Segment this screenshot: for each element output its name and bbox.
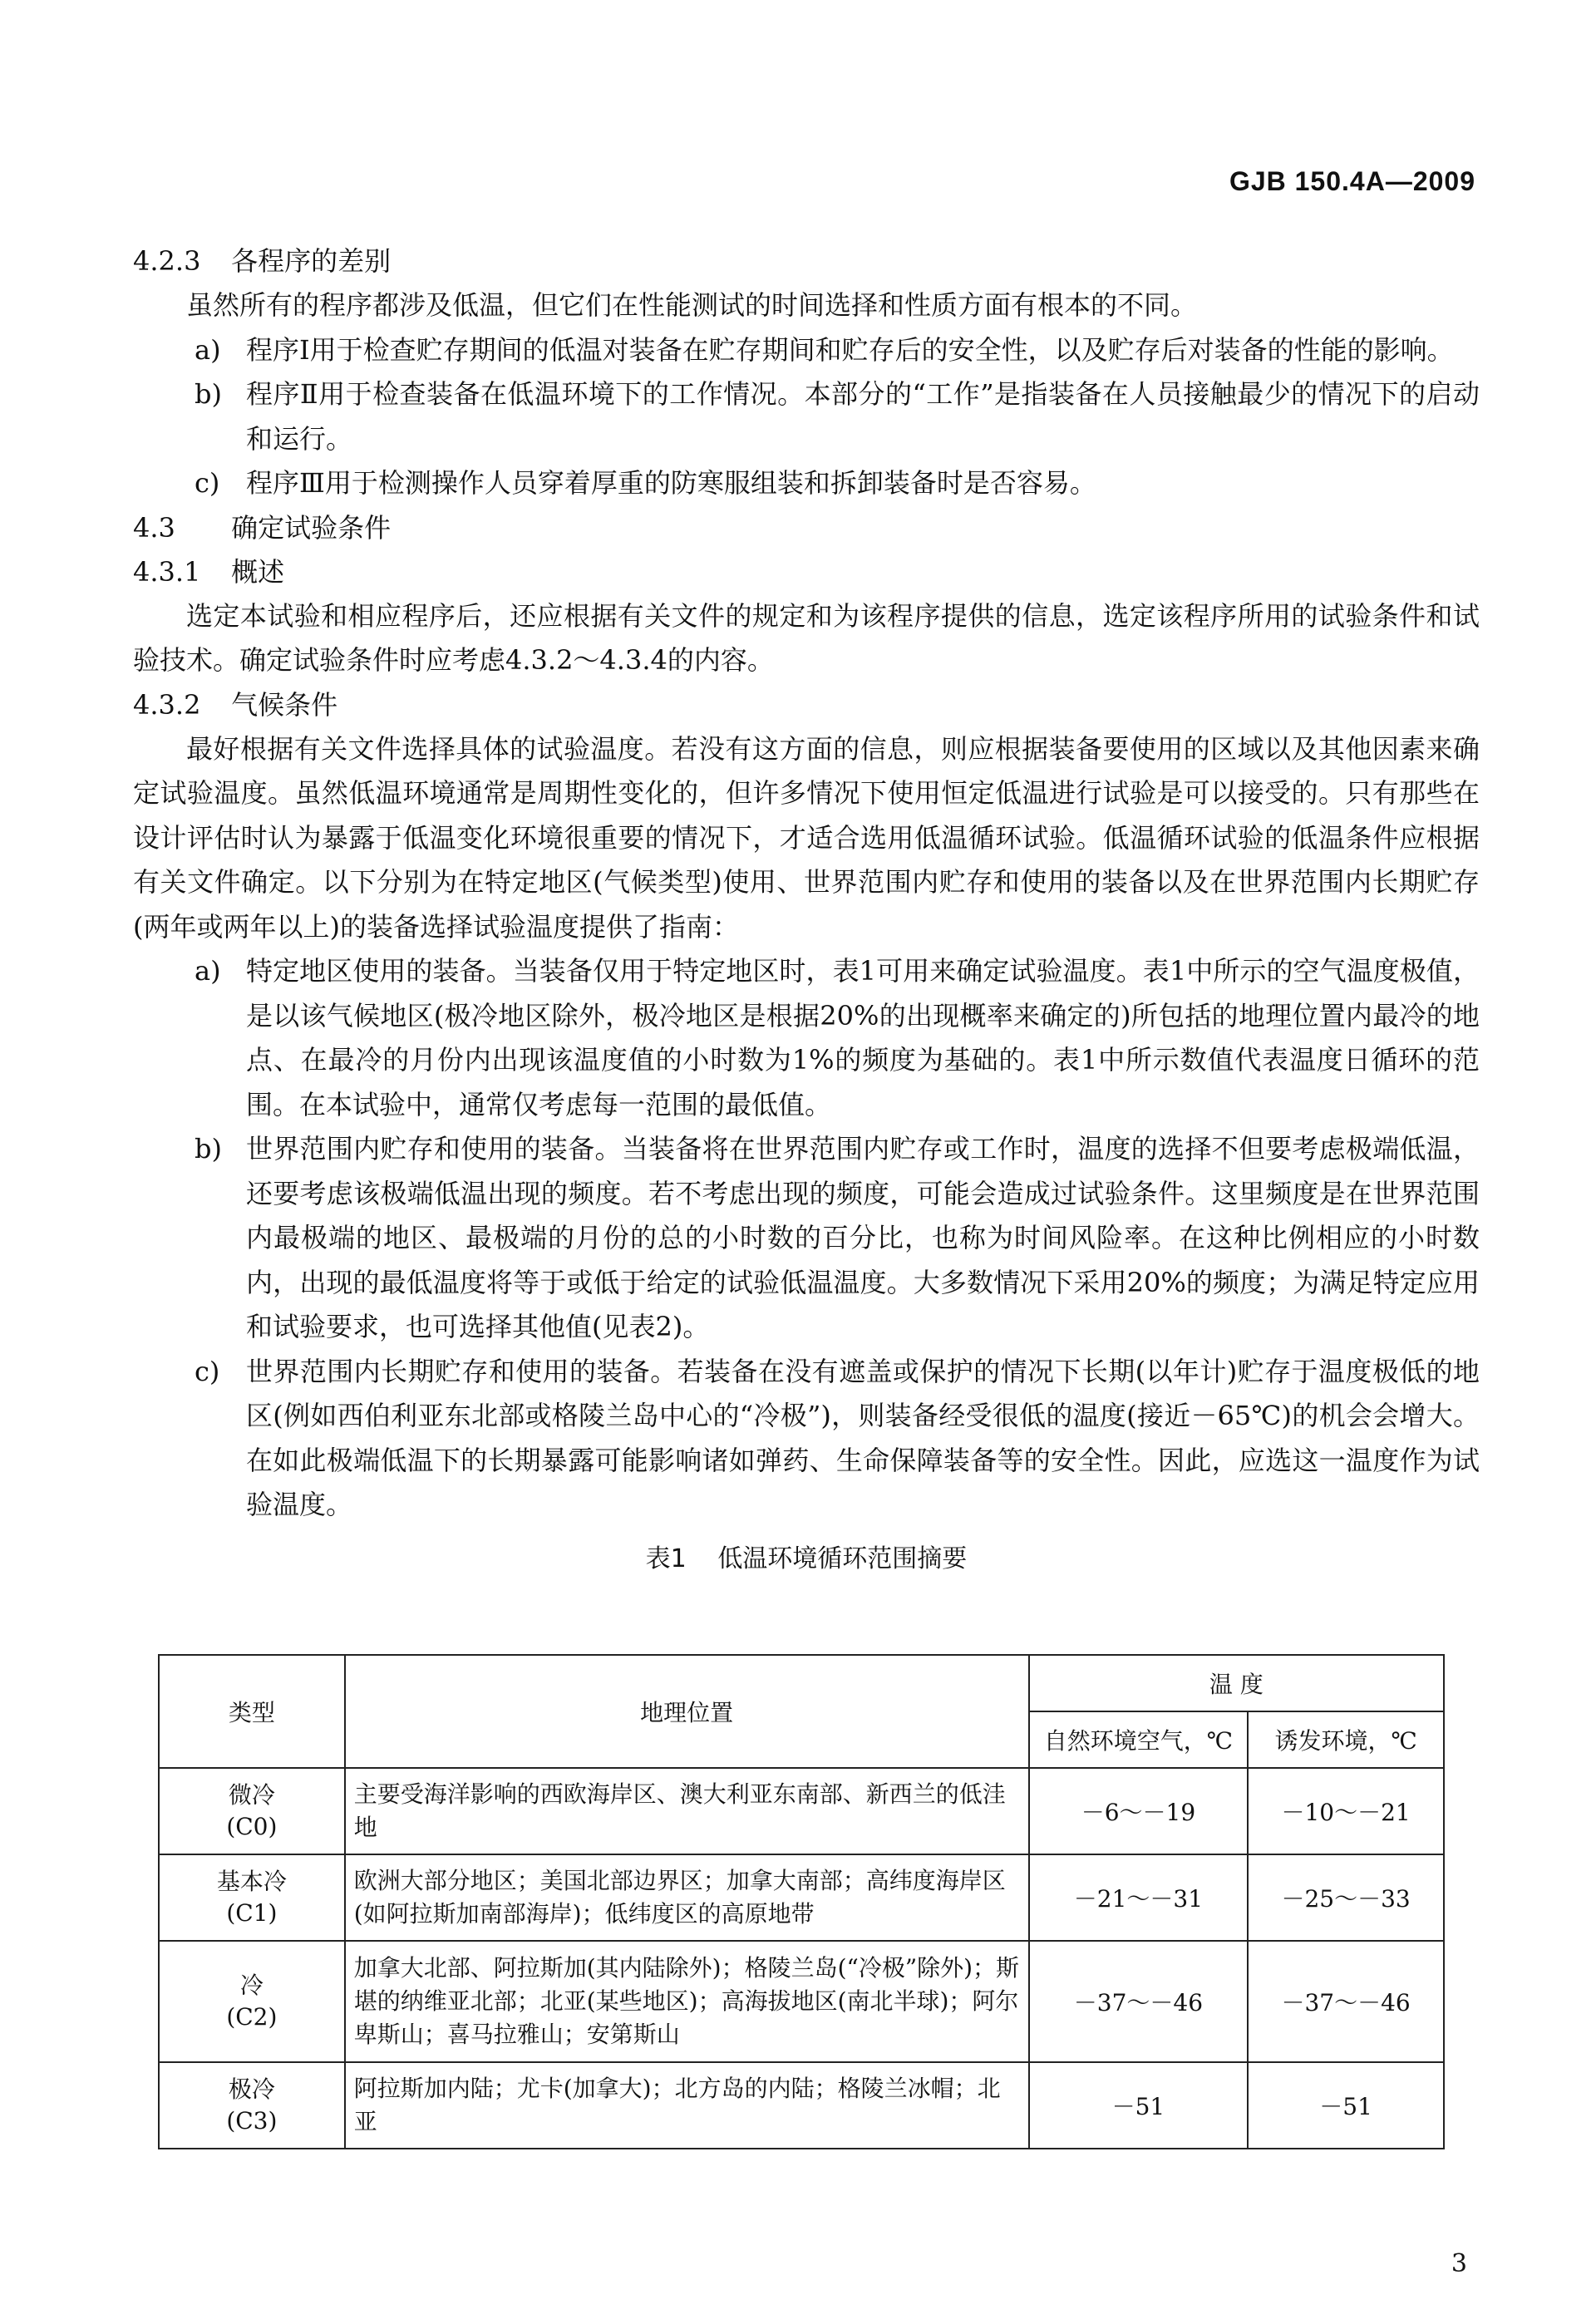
type-code: (C1) [226,1899,278,1927]
cell-induced: －37～－46 [1248,1941,1444,2062]
table-row [159,2062,1444,2149]
list-item [133,461,1480,506]
type-name: 基本冷 [216,1868,287,1895]
type-name: 微冷 [228,1781,275,1809]
type-code: (C0) [226,1813,278,1840]
list-item-text: 世界范围内贮存和使用的装备。当装备将在世界范围内贮存或工作时，温度的选择不但要考虑极端低温，还要考虑该极端低温出现的频度。若不考虑出现的频度，可能会造成过试验条件。这里频度是在世界范围内最极端的地区、最极端的月份的总的小时数的百分比，也称为时间风险率。在这种比例相应的小时数内，出现的最低温度将等于或低于给定的试验低温温度。大多数情况下采用20%的频度；为满足特定应用和试验要求，也可选择其他值(见表2)。 [246,1133,1480,1342]
section-4-3-2-heading [133,683,1480,727]
list-item [133,1127,1480,1350]
cell-type [159,1941,345,2062]
cell-geo: 阿拉斯加内陆；尤卡(加拿大)；北方岛的内陆；格陵兰冰帽；北亚 [345,2062,1029,2149]
climate-table [158,1654,1445,2149]
cell-type [159,1854,345,1941]
section-title: 概述 [231,555,285,588]
header-induced: 诱发环境，℃ [1248,1711,1444,1768]
section-title: 确定试验条件 [231,511,392,544]
standard-code: GJB 150.4A—2009 [1229,166,1475,196]
list-item [133,372,1480,461]
list-item-label: c) [195,467,220,499]
section-number: 4.2.3 [133,245,201,277]
section-number: 4.3 [133,511,175,544]
cell-natural: －37～－46 [1029,1941,1249,2062]
table-row [159,1854,1444,1941]
list-item-label: c) [195,1355,220,1387]
list-item-text: 世界范围内长期贮存和使用的装备。若装备在没有遮盖或保护的情况下长期(以年计)贮存于温度极低的地区(例如西伯利亚东北部或格陵兰岛中心的“冷极”)，则装备经受很低的温度(接近－65℃)的机会会增大。在如此极端低温下的长期暴露可能影响诸如弹药、生命保障装备等的安全性。因此，应选这一温度作为试验温度。 [246,1355,1480,1520]
type-code: (C2) [226,2003,278,2031]
list-item-text: 程序Ⅰ用于检查贮存期间的低温对装备在贮存期间和贮存后的安全性，以及贮存后对装备的性能的影响。 [246,333,1454,366]
section-4-3-2-text: 最好根据有关文件选择具体的试验温度。若没有这方面的信息，则应根据装备要使用的区域以及其他因素来确定试验温度。虽然低温环境通常是周期性变化的，但许多情况下使用恒定低温进行试验是可以接受的。只有那些在设计评估时认为暴露于低温变化环境很重要的情况下，才适合选用低温循环试验。低温循环试验的低温条件应根据有关文件确定。以下分别为在特定地区(气候类型)使用、世界范围内贮存和使用的装备以及在世界范围内长期贮存(两年或两年以上)的装备选择试验温度提供了指南： [133,732,1480,943]
section-4-2-3-heading [133,239,1480,283]
header-type: 类型 [159,1655,345,1768]
section-title: 各程序的差别 [231,245,392,277]
cell-type [159,1768,345,1854]
header-geo: 地理位置 [345,1655,1029,1768]
section-4-3-heading [133,506,1480,550]
cell-natural: －6～－19 [1029,1768,1249,1854]
cell-geo: 加拿大北部、阿拉斯加(其内陆除外)；格陵兰岛(“冷极”除外)；斯堪的纳维亚北部；北亚(某些地区)；高海拔地区(南北半球)；阿尔卑斯山；喜马拉雅山；安第斯山 [345,1941,1029,2062]
list-item-label: b) [195,1133,222,1164]
section-4-2-3-intro: 虽然所有的程序都涉及低温，但它们在性能测试的时间选择和性质方面有根本的不同。 [186,289,1198,321]
list-item [133,328,1480,373]
list-item-label: a) [195,333,221,366]
table-number: 表1 [645,1544,687,1573]
section-4-3-1-heading [133,550,1480,594]
cell-natural: －21～－31 [1029,1854,1249,1941]
section-number: 4.3.1 [133,555,201,588]
section-4-3-1-text: 选定本试验和相应程序后，还应根据有关文件的规定和为该程序提供的信息，选定该程序所用的试验条件和试验技术。确定试验条件时应考虑4.3.2～4.3.4的内容。 [133,599,1480,676]
list-item-label: a) [195,955,221,987]
table-title: 低温环境循环范围摘要 [717,1544,968,1573]
table-caption [133,1538,1480,1574]
list-item-text: 程序Ⅱ用于检查装备在低温环境下的工作情况。本部分的“工作”是指装备在人员接触最少的情况下的启动和运行。 [246,378,1480,455]
section-title: 气候条件 [231,688,338,721]
list-item-label: b) [195,378,222,410]
list-item [133,1350,1480,1528]
cell-geo: 欧洲大部分地区；美国北部边界区；加拿大南部；高纬度海岸区(如阿拉斯加南部海岸)；低纬度区的高原地带 [345,1854,1029,1941]
cell-geo: 主要受海洋影响的西欧海岸区、澳大利亚东南部、新西兰的低洼地 [345,1768,1029,1854]
cell-induced: －10～－21 [1248,1768,1444,1854]
table-row [159,1768,1444,1854]
table-row [159,1941,1444,2062]
table-header-row [159,1655,1444,1711]
section-number: 4.3.2 [133,688,201,721]
list-item-text: 特定地区使用的装备。当装备仅用于特定地区时，表1可用来确定试验温度。表1中所示的空气温度极值，是以该气候地区(极冷地区除外，极冷地区是根据20%的出现概率来确定的)所包括的地理位置内最冷的地点、在最冷的月份内出现该温度值的小时数为1%的频度为基础的。表1中所示数值代表温度日循环的范围。在本试验中，通常仅考虑每一范围的最低值。 [246,955,1480,1120]
page-number: 3 [1451,2249,1467,2278]
type-name: 极冷 [228,2075,275,2103]
header-natural: 自然环境空气，℃ [1029,1711,1249,1768]
cell-natural: －51 [1029,2062,1249,2149]
cell-induced: －51 [1248,2062,1444,2149]
type-code: (C3) [226,2107,278,2134]
cell-type [159,2062,345,2149]
type-name: 冷 [239,1972,264,1999]
list-item-text: 程序Ⅲ用于检测操作人员穿着厚重的防寒服组装和拆卸装备时是否容易。 [246,467,1096,499]
cell-induced: －25～－33 [1248,1854,1444,1941]
header-temp: 温 度 [1029,1655,1444,1711]
body-text [133,239,1480,1586]
list-item [133,949,1480,1127]
